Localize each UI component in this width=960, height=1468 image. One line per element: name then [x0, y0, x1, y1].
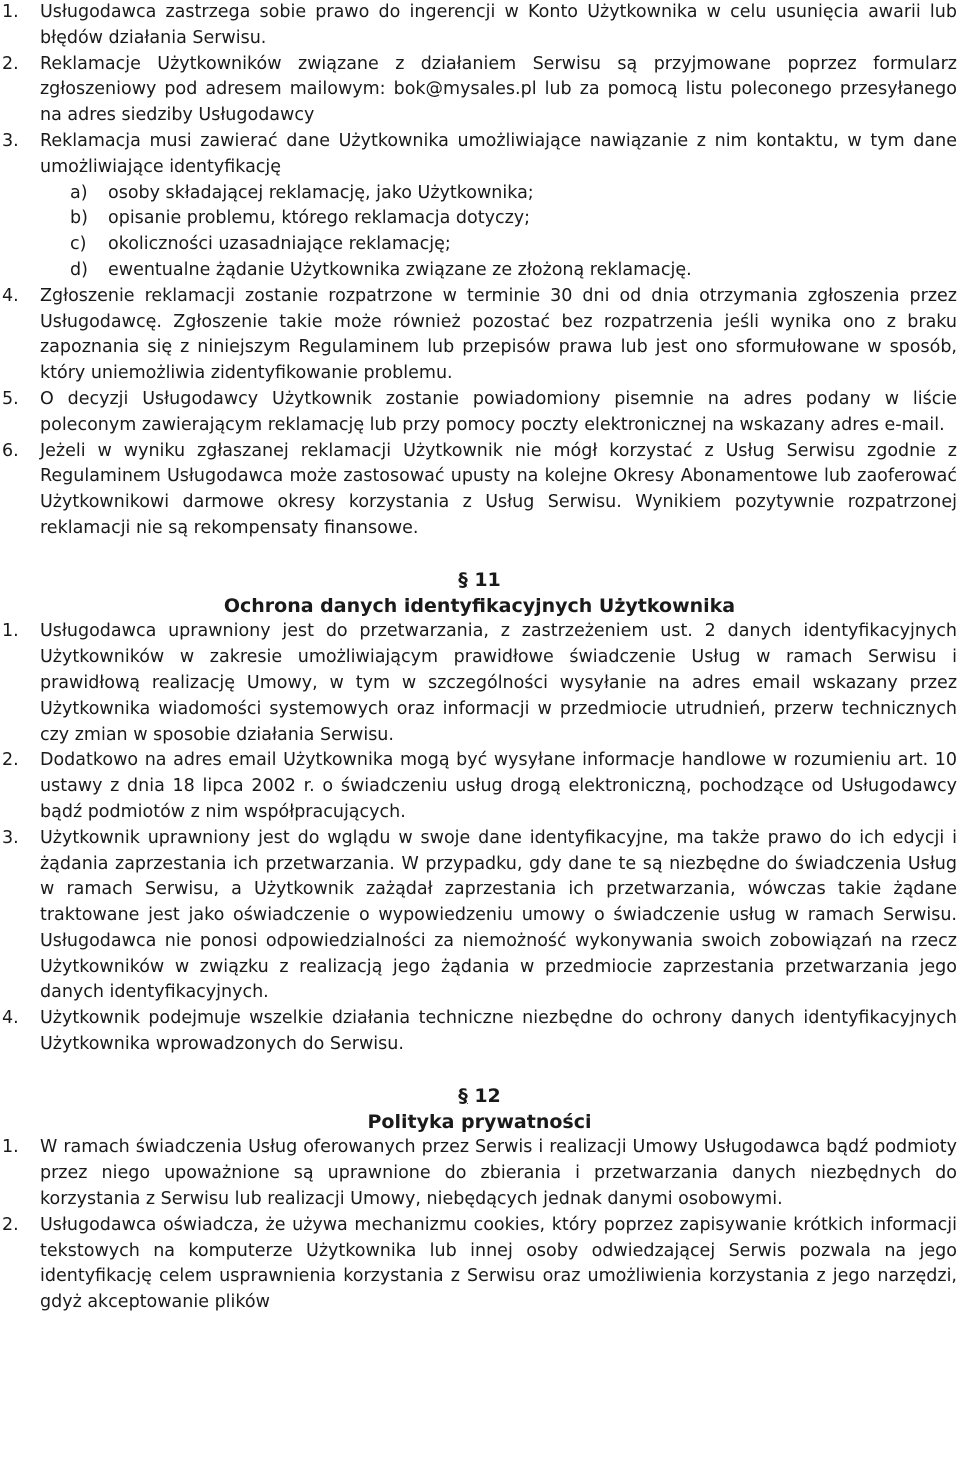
- sub-list-item: [2, 258, 957, 284]
- sub-item-letter: d): [70, 259, 88, 280]
- item-text: Reklamacja musi zawierać dane Użytkownika umożliwiające nawiązanie z nim kontaktu, w tym dane umożliwiające identyfikację: [40, 130, 957, 177]
- item-text: Użytkownik uprawniony jest do wglądu w swoje dane identyfikacyjne, ma także prawo do ich edycji i żądania zaprzestania ich przetwarzania. W przypadku, gdy dane te są niezbędne do świadczenia Usług w ramach Serwisu, a Użytkownik zażądał zaprzestania ich przetwarzania, wówczas takie żądane traktowane jest jako oświadczenie o wypowiedzeniu umowy o świadczenie usług w ramach Serwisu. Usługodawca nie ponosi odpowiedzialności za niemożność wykonywania swoich zobowiązań na rzecz Użytkowników w związku z realizacją jego żądania w przedmiocie zaprzestania przetwarzania jego danych identyfikacyjnych.: [40, 827, 957, 1003]
- section-12: [2, 1084, 957, 1316]
- item-text: Reklamacje Użytkowników związane z działaniem Serwisu są przyjmowane poprzez formularz zgłoszeniowy pod adresem mailowym: bok@mysales.pl lub za pomocą listu poleconego przesyłanego na adres siedziby Usługodawcy: [40, 53, 957, 126]
- section-11: [2, 568, 957, 1058]
- list-item: [2, 1006, 957, 1058]
- list-item: [2, 1135, 957, 1212]
- item-number: 5.: [2, 388, 19, 409]
- item-number: 1.: [2, 2, 19, 22]
- complaints-list: [2, 0, 957, 542]
- list-item: [2, 826, 957, 1007]
- item-text: Usługodawca oświadcza, że używa mechanizmu cookies, który poprzez zapisywanie krótkich informacji tekstowych na komputerze Użytkownika lub innej osoby odwiedzającej Serwis pozwala na jego identyfikację celem usprawnienia korzystania z Serwisu oraz umożliwienia korzystania z jego narzędzi, gdyż akceptowanie plików: [40, 1214, 957, 1313]
- item-text: Zgłoszenie reklamacji zostanie rozpatrzone w terminie 30 dni od dnia otrzymania zgłoszenia przez Usługodawcę. Zgłoszenie takie może również pozostać bez rozpatrzenia jeśli wynika ono z braku zapoznania się z niniejszym Regulaminem lub przepisów prawa lub jest ono sformułowane w sposób, który uniemożliwia zidentyfikowanie problemu.: [40, 285, 957, 384]
- item-number: 2.: [2, 1214, 19, 1235]
- item-text: Usługodawca uprawniony jest do przetwarzania, z zastrzeżeniem ust. 2 danych identyfikacyjnych Użytkowników w zakresie umożliwiającym prawidłowe świadczenie Usług w ramach Serwisu i prawidłową realizację Umowy, w tym w szczególności wysyłanie na adres email wskazany przez Użytkownika wiadomości systemowych oraz informacji w przedmiocie utrudnień, przerw technicznych czy zmian w sposobie działania Serwisu.: [40, 621, 957, 745]
- item-text: Jeżeli w wyniku zgłaszanej reklamacji Użytkownik nie mógł korzystać z Usług Serwisu zgodnie z Regulaminem Usługodawca może zastosować upusty na kolejne Okresy Abonamentowe lub zaoferować Użytkownikowi darmowe okresy korzystania z Usług Serwisu. Wynikiem pozytywnie rozpatrzonej reklamacji nie są rekompensaty finansowe.: [40, 440, 957, 538]
- item-number: 3.: [2, 130, 19, 151]
- item-number: 1.: [2, 621, 19, 642]
- sub-list-item: [2, 206, 957, 232]
- section-title: Ochrona danych identyfikacyjnych Użytkownika: [223, 594, 736, 617]
- list-item: [2, 284, 957, 387]
- sub-list-item: [2, 232, 957, 258]
- list-item: [2, 1213, 957, 1316]
- item-text: Użytkownik podejmuje wszelkie działania techniczne niezbędne do ochrony danych identyfikacyjnych Użytkownika wprowadzonych do Serwisu.: [40, 1008, 957, 1055]
- item-text: O decyzji Usługodawcy Użytkownik zostanie powiadomiony pisemnie na adres podany w liście poleconym zawierającym reklamację lub przy pomocy poczty elektronicznej na wskazany adres e-mail.: [40, 388, 957, 435]
- item-number: 2.: [2, 750, 19, 771]
- item-number: 1.: [2, 1137, 19, 1158]
- section-number: [2, 1084, 957, 1110]
- item-text: Usługodawca zastrzega sobie prawo do ingerencji w Konto Użytkownika w celu usunięcia awarii lub błędów działania Serwisu.: [40, 2, 957, 48]
- list-item: [2, 619, 957, 748]
- item-text: W ramach świadczenia Usług oferowanych przez Serwis i realizacji Umowy Usługodawca bądź podmioty przez niego upoważnione są uprawnione do zbierania i przetwarzania danych niezbędnych do korzystania z Serwisu lub realizacji Umowy, niebędących jednak danymi osobowymi.: [40, 1137, 957, 1210]
- item-number: 4.: [2, 1008, 19, 1029]
- paragraph-symbol: §: [458, 1084, 468, 1107]
- sub-item-text: osoby składającej reklamację, jako Użytkownika;: [108, 182, 534, 203]
- item-text: Dodatkowo na adres email Użytkownika mogą być wysyłane informacje handlowe w rozumieniu art. 10 ustawy z dnia 18 lipca 2002 r. o świadczeniu usług drogą elektroniczną, pochodzące od Usługodawcy bądź podmiotów z nim współpracujących.: [40, 750, 957, 822]
- list-item: [2, 129, 957, 181]
- list-item: [2, 0, 957, 52]
- sub-item-letter: a): [70, 182, 88, 203]
- section-number: [2, 568, 957, 594]
- list-item: [2, 387, 957, 439]
- list-item: [2, 748, 957, 825]
- item-number: 3.: [2, 827, 19, 848]
- item-number: 4.: [2, 285, 19, 306]
- paragraph-symbol: §: [458, 568, 468, 591]
- list-item: [2, 439, 957, 542]
- sub-item-letter: c): [70, 234, 87, 255]
- section-number-value: 12: [467, 1084, 501, 1107]
- sub-list-item: [2, 181, 957, 207]
- item-number: 6.: [2, 440, 19, 461]
- sub-item-text: opisanie problemu, którego reklamacja dotyczy;: [108, 208, 531, 229]
- sub-item-letter: b): [70, 208, 88, 229]
- sub-item-text: ewentualne żądanie Użytkownika związane ze złożoną reklamację.: [108, 259, 692, 280]
- sub-item-text: okoliczności uzasadniające reklamację;: [108, 234, 451, 255]
- section-title: Polityka prywatności: [367, 1110, 592, 1133]
- section-number-value: 11: [467, 568, 501, 591]
- item-number: 2.: [2, 53, 19, 74]
- list-item: [2, 52, 957, 129]
